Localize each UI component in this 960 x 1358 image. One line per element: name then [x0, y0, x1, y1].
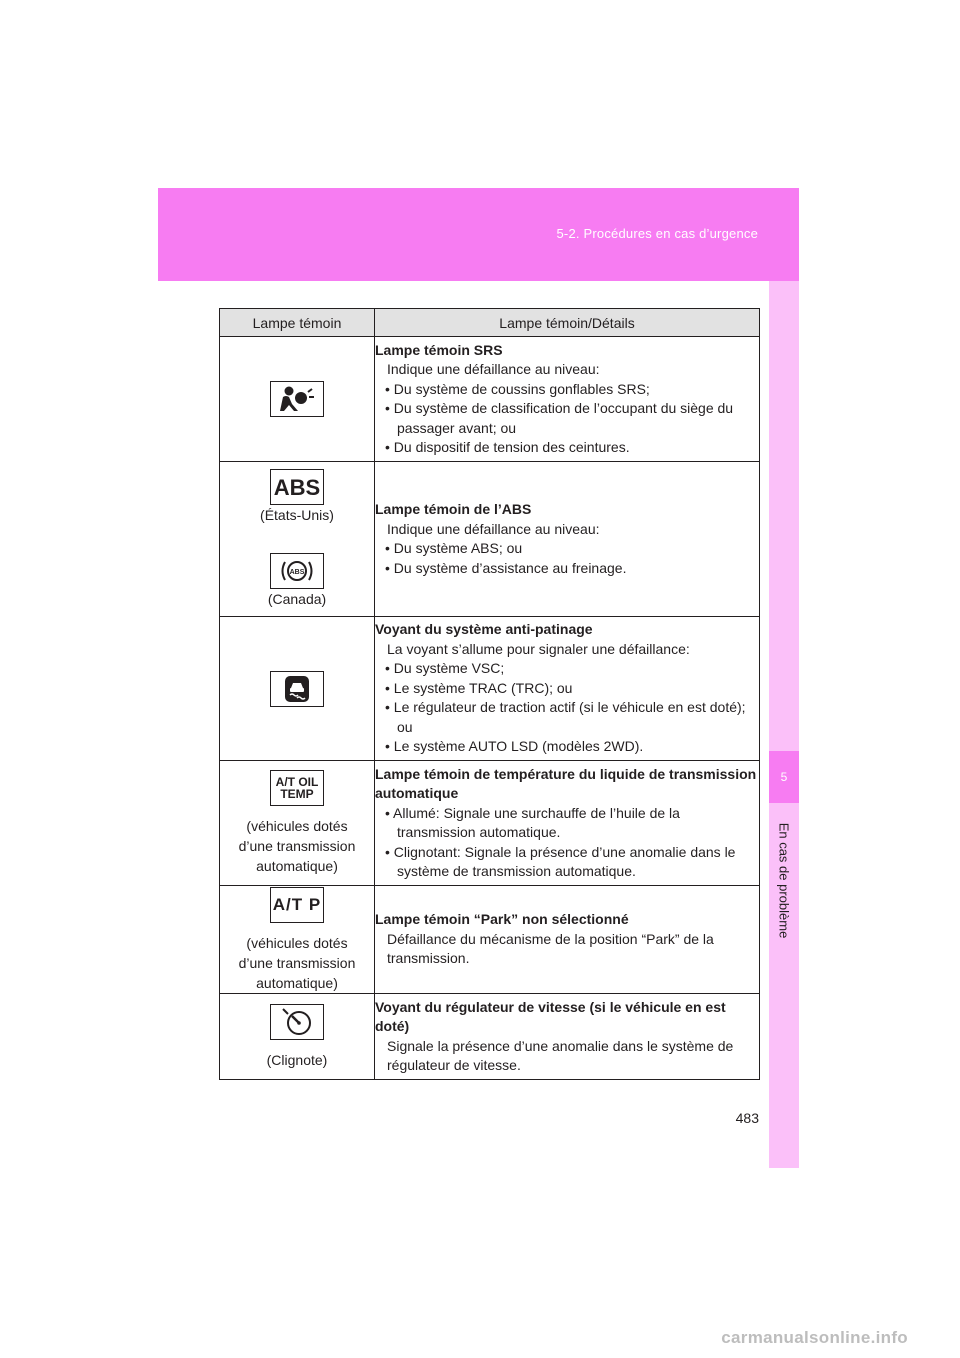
lamp-detail-cell: [375, 761, 760, 886]
table-row: [220, 462, 760, 617]
warning-lamp-table: [219, 308, 760, 1080]
lamp-detail-cell: [375, 886, 760, 994]
srs-airbag-icon: [270, 381, 324, 417]
cruise-control-icon: [270, 1004, 324, 1040]
lamp-caption: (véhicules dotés d’une transmission automatique): [238, 934, 356, 991]
table-row: [220, 337, 760, 462]
lamp-bullet: • Du système VSC;: [385, 660, 505, 677]
lamp-detail-cell: [375, 462, 760, 617]
lamp-icon-cell: [220, 337, 375, 462]
lamp-bullet: • Le système AUTO LSD (modèles 2WD).: [385, 738, 644, 755]
at-park-label: A/T P: [272, 894, 322, 914]
page-number: 483: [735, 1110, 759, 1126]
at-oil-temp-line2: TEMP: [280, 787, 314, 801]
at-park-icon: [270, 887, 324, 923]
abs-usa-icon: [270, 469, 324, 505]
lamp-bullet: • Du système ABS; ou: [385, 540, 523, 556]
table-row: [220, 994, 760, 1080]
lamp-bullet: • Clignotant: Signale la présence d’une anomalie dans le système de transmission automatique.: [385, 843, 736, 879]
chapter-number: 5: [769, 751, 799, 803]
table-row: [220, 886, 760, 994]
lamp-detail-cell: [375, 337, 760, 462]
lamp-title: Voyant du régulateur de vitesse (si le véhicule en est doté): [375, 998, 726, 1034]
lamp-caption: (Clignote): [266, 1051, 328, 1068]
lamp-icon-cell: [220, 617, 375, 761]
abs-canada-label: ABS: [289, 569, 305, 576]
caption-usa: (États-Unis): [260, 507, 334, 523]
at-oil-temp-line1: A/T OIL: [275, 775, 319, 789]
lamp-title: Lampe témoin de température du liquide de transmission automatique: [375, 765, 757, 801]
lamp-description: Indique une défaillance au niveau:: [387, 520, 600, 537]
lamp-title: Voyant du système anti-patinage: [375, 621, 593, 638]
lamp-bullet: • Allumé: Signale une surchauffe de l’huile de la transmission automatique.: [385, 804, 680, 840]
section-title: 5-2. Procédures en cas d’urgence: [556, 226, 758, 241]
skid-car-icon: [270, 671, 324, 707]
lamp-caption: (véhicules dotés d’une transmission automatique): [238, 818, 356, 874]
lamp-bullet: • Le régulateur de traction actif (si le véhicule en est doté); ou: [385, 699, 746, 735]
at-oil-temp-icon: [270, 770, 324, 806]
lamp-icon-cell: [220, 761, 375, 886]
table-row: [220, 617, 760, 761]
lamp-bullet: • Du système de coussins gonflables SRS;: [385, 380, 650, 397]
abs-usa-label: ABS: [273, 475, 321, 500]
chapter-title: [769, 810, 799, 950]
lamp-description: La voyant s’allume pour signaler une défaillance:: [387, 640, 690, 657]
lamp-bullet: • Du dispositif de tension des ceintures.: [385, 439, 630, 455]
caption-canada: (Canada): [267, 591, 327, 607]
lamp-description: Signale la présence d’une anomalie dans le système de régulateur de vitesse.: [387, 1037, 734, 1073]
table-row: [220, 761, 760, 886]
lamp-detail-cell: [375, 617, 760, 761]
lamp-description: Indique une défaillance au niveau:: [387, 361, 600, 377]
lamp-bullet: • Du système de classification de l’occupant du siège du passager avant; ou: [385, 400, 734, 436]
lamp-bullet: • Du système d’assistance au freinage.: [385, 559, 627, 576]
column-header-details: Lampe témoin/Détails: [375, 309, 760, 337]
lamp-detail-cell: [375, 994, 760, 1080]
lamp-title: Lampe témoin “Park” non sélectionné: [375, 911, 629, 928]
lamp-title: Lampe témoin de l’ABS: [375, 501, 532, 517]
chapter-title-text: En cas de problème: [776, 822, 792, 938]
lamp-icon-cell: [220, 462, 375, 617]
column-header-lamp: Lampe témoin: [220, 309, 375, 337]
lamp-description: Défaillance du mécanisme de la position “Park” de la transmission.: [387, 930, 714, 967]
header-band: [158, 188, 799, 281]
lamp-title: Lampe témoin SRS: [375, 341, 503, 358]
lamp-bullet: • Le système TRAC (TRC); ou: [385, 679, 573, 696]
table-header-row: [220, 309, 760, 337]
side-strip: [769, 281, 799, 1168]
abs-canada-icon: [270, 553, 324, 589]
lamp-icon-cell: [220, 886, 375, 994]
lamp-icon-cell: [220, 994, 375, 1080]
watermark: carmanualsonline.info: [721, 1328, 908, 1347]
